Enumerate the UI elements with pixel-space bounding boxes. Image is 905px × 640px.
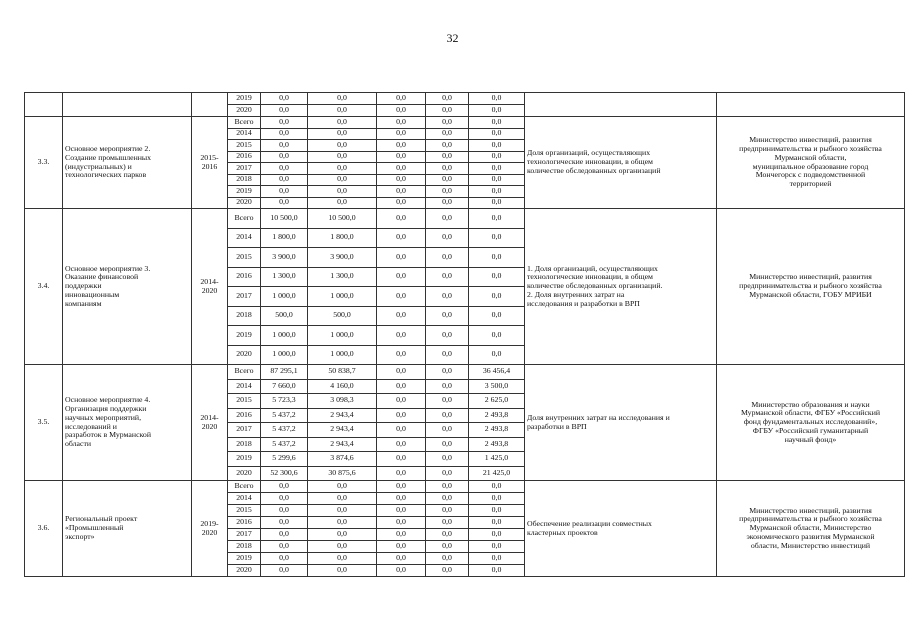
responsible-executors: Министерство образования и науки Мурманской области, ФГБУ «Российский фонд фундаментальных исследований», ФГБУ «Российский гуманитарный научный фонд» bbox=[717, 365, 905, 481]
funding-value-cell: 0,0 bbox=[426, 493, 469, 505]
table-row bbox=[25, 481, 905, 493]
funding-value-cell: 0,0 bbox=[469, 93, 525, 105]
funding-value-cell: 0,0 bbox=[469, 306, 525, 326]
funding-value-cell: 1 425,0 bbox=[469, 452, 525, 467]
funding-value-cell: 0,0 bbox=[469, 565, 525, 577]
funding-value-cell: 1 000,0 bbox=[261, 345, 308, 365]
funding-value-cell: 0,0 bbox=[377, 423, 426, 438]
activity-name: Основное мероприятие 2. Создание промышленных (индустриальных) и технологических парков bbox=[63, 117, 192, 209]
table-row bbox=[25, 209, 905, 229]
funding-value-cell: 0,0 bbox=[426, 151, 469, 163]
year-cell: 2020 bbox=[228, 466, 261, 481]
funding-value-cell: 0,0 bbox=[469, 481, 525, 493]
year-cell: Всего bbox=[228, 209, 261, 229]
responsible-executors: Министерство инвестиций, развития предпринимательства и рыбного хозяйства Мурманской области, ГОБУ МРИБИ bbox=[717, 209, 905, 365]
funding-value-cell: 0,0 bbox=[377, 481, 426, 493]
funding-value-cell: 52 300,6 bbox=[261, 466, 308, 481]
activity-number: 3.5. bbox=[25, 365, 63, 481]
funding-value-cell: 0,0 bbox=[377, 105, 426, 117]
funding-value-cell: 2 493,8 bbox=[469, 423, 525, 438]
funding-value-cell: 0,0 bbox=[261, 529, 308, 541]
funding-value-cell: 0,0 bbox=[308, 140, 377, 152]
funding-value-cell: 0,0 bbox=[308, 174, 377, 186]
funding-value-cell: 2 625,0 bbox=[469, 394, 525, 409]
funding-value-cell: 0,0 bbox=[308, 541, 377, 553]
funding-value-cell: 5 299,6 bbox=[261, 452, 308, 467]
funding-value-cell: 0,0 bbox=[261, 174, 308, 186]
year-cell: 2019 bbox=[228, 93, 261, 105]
funding-value-cell: 87 295,1 bbox=[261, 365, 308, 380]
activity-name: Региональный проект «Промышленный экспорт» bbox=[63, 481, 192, 577]
funding-value-cell: 0,0 bbox=[377, 505, 426, 517]
funding-value-cell: 0,0 bbox=[377, 93, 426, 105]
activity-number: 3.4. bbox=[25, 209, 63, 365]
target-indicator: 1. Доля организаций, осуществляющих технологические инновации, в общем количестве обследованных организаций. 2. Доля внутренних затрат на исследования и разработки в ВРП bbox=[525, 209, 717, 365]
funding-value-cell: 0,0 bbox=[308, 151, 377, 163]
responsible-executors: Министерство инвестиций, развития предпринимательства и рыбного хозяйства Мурманской области, муниципальное образование город Мончегорск с подведомственной территорией bbox=[717, 117, 905, 209]
funding-value-cell: 0,0 bbox=[308, 553, 377, 565]
funding-value-cell: 1 300,0 bbox=[261, 267, 308, 287]
funding-value-cell: 0,0 bbox=[426, 379, 469, 394]
year-cell: 2016 bbox=[228, 151, 261, 163]
funding-value-cell: 0,0 bbox=[426, 174, 469, 186]
funding-value-cell: 5 723,3 bbox=[261, 394, 308, 409]
funding-value-cell: 0,0 bbox=[469, 267, 525, 287]
funding-value-cell: 1 800,0 bbox=[308, 228, 377, 248]
funding-value-cell: 0,0 bbox=[308, 117, 377, 129]
activity-period: 2014- 2020 bbox=[192, 209, 228, 365]
funding-value-cell: 0,0 bbox=[377, 209, 426, 229]
funding-value-cell: 0,0 bbox=[426, 228, 469, 248]
funding-value-cell: 3 900,0 bbox=[308, 248, 377, 268]
funding-value-cell: 0,0 bbox=[377, 365, 426, 380]
funding-value-cell: 0,0 bbox=[426, 517, 469, 529]
year-cell: 2017 bbox=[228, 423, 261, 438]
funding-value-cell: 5 437,2 bbox=[261, 408, 308, 423]
funding-value-cell: 3 500,0 bbox=[469, 379, 525, 394]
funding-value-cell: 0,0 bbox=[426, 345, 469, 365]
funding-value-cell: 0,0 bbox=[469, 140, 525, 152]
funding-value-cell: 0,0 bbox=[469, 117, 525, 129]
funding-value-cell: 5 437,2 bbox=[261, 437, 308, 452]
funding-value-cell: 1 000,0 bbox=[261, 287, 308, 307]
funding-value-cell: 0,0 bbox=[426, 140, 469, 152]
funding-value-cell: 36 456,4 bbox=[469, 365, 525, 380]
activity-number: 3.3. bbox=[25, 117, 63, 209]
funding-value-cell: 0,0 bbox=[469, 163, 525, 175]
funding-value-cell: 0,0 bbox=[261, 505, 308, 517]
funding-value-cell: 21 425,0 bbox=[469, 466, 525, 481]
funding-value-cell: 0,0 bbox=[261, 163, 308, 175]
funding-value-cell: 0,0 bbox=[261, 565, 308, 577]
funding-value-cell: 0,0 bbox=[377, 228, 426, 248]
year-cell: 2019 bbox=[228, 186, 261, 198]
funding-value-cell: 0,0 bbox=[426, 128, 469, 140]
funding-value-cell: 0,0 bbox=[426, 186, 469, 198]
year-cell: 2020 bbox=[228, 105, 261, 117]
activity-number bbox=[25, 93, 63, 117]
target-indicator bbox=[525, 93, 717, 117]
funding-value-cell: 0,0 bbox=[261, 481, 308, 493]
funding-value-cell: 0,0 bbox=[377, 117, 426, 129]
table-row bbox=[25, 117, 905, 129]
funding-value-cell: 3 900,0 bbox=[261, 248, 308, 268]
funding-value-cell: 5 437,2 bbox=[261, 423, 308, 438]
funding-value-cell: 0,0 bbox=[377, 326, 426, 346]
funding-value-cell: 0,0 bbox=[426, 553, 469, 565]
funding-value-cell: 0,0 bbox=[308, 93, 377, 105]
funding-value-cell: 0,0 bbox=[261, 517, 308, 529]
funding-value-cell: 0,0 bbox=[469, 174, 525, 186]
funding-value-cell: 0,0 bbox=[308, 163, 377, 175]
funding-value-cell: 0,0 bbox=[377, 345, 426, 365]
year-cell: 2014 bbox=[228, 493, 261, 505]
funding-value-cell: 500,0 bbox=[308, 306, 377, 326]
funding-value-cell: 0,0 bbox=[308, 197, 377, 209]
funding-value-cell: 0,0 bbox=[469, 541, 525, 553]
funding-value-cell: 7 660,0 bbox=[261, 379, 308, 394]
funding-value-cell: 0,0 bbox=[377, 287, 426, 307]
year-cell: 2018 bbox=[228, 437, 261, 452]
activity-name bbox=[63, 93, 192, 117]
funding-value-cell: 2 943,4 bbox=[308, 408, 377, 423]
funding-value-cell: 2 943,4 bbox=[308, 437, 377, 452]
year-cell: 2016 bbox=[228, 408, 261, 423]
funding-value-cell: 0,0 bbox=[426, 197, 469, 209]
funding-value-cell: 0,0 bbox=[469, 186, 525, 198]
funding-value-cell: 0,0 bbox=[308, 186, 377, 198]
funding-value-cell: 0,0 bbox=[308, 565, 377, 577]
funding-value-cell: 1 800,0 bbox=[261, 228, 308, 248]
funding-value-cell: 0,0 bbox=[426, 505, 469, 517]
funding-value-cell: 0,0 bbox=[261, 541, 308, 553]
funding-value-cell: 0,0 bbox=[469, 505, 525, 517]
funding-value-cell: 3 098,3 bbox=[308, 394, 377, 409]
responsible-executors: Министерство инвестиций, развития предпринимательства и рыбного хозяйства Мурманской области, Министерство экономического развития Мурманской области, Министерство инвестиций bbox=[717, 481, 905, 577]
activity-number: 3.6. bbox=[25, 481, 63, 577]
funding-value-cell: 0,0 bbox=[261, 93, 308, 105]
funding-value-cell: 3 874,6 bbox=[308, 452, 377, 467]
funding-value-cell: 0,0 bbox=[377, 140, 426, 152]
funding-value-cell: 0,0 bbox=[426, 287, 469, 307]
year-cell: 2020 bbox=[228, 345, 261, 365]
funding-value-cell: 0,0 bbox=[377, 306, 426, 326]
year-cell: 2018 bbox=[228, 174, 261, 186]
funding-value-cell: 0,0 bbox=[261, 105, 308, 117]
year-cell: Всего bbox=[228, 481, 261, 493]
funding-value-cell: 10 500,0 bbox=[261, 209, 308, 229]
year-cell: 2015 bbox=[228, 394, 261, 409]
year-cell: 2018 bbox=[228, 541, 261, 553]
funding-value-cell: 0,0 bbox=[426, 529, 469, 541]
funding-value-cell: 0,0 bbox=[308, 505, 377, 517]
year-cell: Всего bbox=[228, 365, 261, 380]
funding-value-cell: 0,0 bbox=[377, 493, 426, 505]
funding-value-cell: 0,0 bbox=[426, 209, 469, 229]
funding-value-cell: 1 000,0 bbox=[261, 326, 308, 346]
activity-period: 2015- 2016 bbox=[192, 117, 228, 209]
funding-value-cell: 0,0 bbox=[377, 128, 426, 140]
funding-value-cell: 1 300,0 bbox=[308, 267, 377, 287]
funding-value-cell: 500,0 bbox=[261, 306, 308, 326]
funding-value-cell: 0,0 bbox=[261, 140, 308, 152]
funding-value-cell: 0,0 bbox=[308, 517, 377, 529]
activity-period bbox=[192, 93, 228, 117]
funding-value-cell: 0,0 bbox=[308, 493, 377, 505]
funding-value-cell: 0,0 bbox=[261, 128, 308, 140]
funding-value-cell: 0,0 bbox=[377, 174, 426, 186]
funding-value-cell: 0,0 bbox=[426, 306, 469, 326]
year-cell: 2014 bbox=[228, 228, 261, 248]
year-cell: 2014 bbox=[228, 128, 261, 140]
funding-value-cell: 0,0 bbox=[469, 493, 525, 505]
year-cell: 2020 bbox=[228, 565, 261, 577]
funding-value-cell: 0,0 bbox=[261, 493, 308, 505]
funding-value-cell: 0,0 bbox=[469, 326, 525, 346]
funding-value-cell: 0,0 bbox=[426, 452, 469, 467]
funding-value-cell: 0,0 bbox=[261, 553, 308, 565]
funding-value-cell: 0,0 bbox=[426, 93, 469, 105]
funding-value-cell: 0,0 bbox=[426, 248, 469, 268]
funding-value-cell: 0,0 bbox=[377, 541, 426, 553]
funding-value-cell: 0,0 bbox=[426, 466, 469, 481]
year-cell: 2020 bbox=[228, 197, 261, 209]
activity-name: Основное мероприятие 3. Оказание финансовой поддержки инновационным компаниям bbox=[63, 209, 192, 365]
funding-value-cell: 0,0 bbox=[377, 565, 426, 577]
target-indicator: Доля организаций, осуществляющих технологические инновации, в общем количестве обследованных организаций bbox=[525, 117, 717, 209]
year-cell: 2019 bbox=[228, 326, 261, 346]
year-cell: 2015 bbox=[228, 140, 261, 152]
funding-value-cell: 0,0 bbox=[377, 553, 426, 565]
funding-value-cell: 0,0 bbox=[469, 228, 525, 248]
funding-value-cell: 0,0 bbox=[469, 287, 525, 307]
funding-value-cell: 0,0 bbox=[261, 117, 308, 129]
target-indicator: Доля внутренних затрат на исследования и разработки в ВРП bbox=[525, 365, 717, 481]
table-row bbox=[25, 365, 905, 380]
year-cell: 2016 bbox=[228, 267, 261, 287]
funding-value-cell: 0,0 bbox=[469, 197, 525, 209]
funding-value-cell: 1 000,0 bbox=[308, 345, 377, 365]
funding-value-cell: 0,0 bbox=[426, 365, 469, 380]
funding-value-cell: 0,0 bbox=[308, 128, 377, 140]
year-cell: 2016 bbox=[228, 517, 261, 529]
activity-name: Основное мероприятие 4. Организация поддержки научных мероприятий, исследований и разработок в Мурманской области bbox=[63, 365, 192, 481]
funding-value-cell: 0,0 bbox=[426, 423, 469, 438]
funding-value-cell: 0,0 bbox=[377, 197, 426, 209]
funding-value-cell: 0,0 bbox=[308, 529, 377, 541]
table-body bbox=[25, 93, 905, 577]
funding-value-cell: 0,0 bbox=[377, 163, 426, 175]
activity-period: 2019- 2020 bbox=[192, 481, 228, 577]
funding-value-cell: 2 493,8 bbox=[469, 437, 525, 452]
funding-value-cell: 0,0 bbox=[261, 197, 308, 209]
year-cell: 2015 bbox=[228, 505, 261, 517]
year-cell: Всего bbox=[228, 117, 261, 129]
funding-value-cell: 0,0 bbox=[377, 437, 426, 452]
funding-value-cell: 0,0 bbox=[377, 379, 426, 394]
funding-value-cell: 0,0 bbox=[377, 517, 426, 529]
funding-value-cell: 50 838,7 bbox=[308, 365, 377, 380]
funding-value-cell: 0,0 bbox=[377, 452, 426, 467]
funding-value-cell: 0,0 bbox=[426, 408, 469, 423]
year-cell: 2014 bbox=[228, 379, 261, 394]
funding-value-cell: 0,0 bbox=[426, 163, 469, 175]
target-indicator: Обеспечение реализации совместных кластерных проектов bbox=[525, 481, 717, 577]
funding-value-cell: 0,0 bbox=[469, 151, 525, 163]
funding-value-cell: 0,0 bbox=[426, 105, 469, 117]
year-cell: 2019 bbox=[228, 452, 261, 467]
funding-value-cell: 0,0 bbox=[377, 267, 426, 287]
table-row bbox=[25, 93, 905, 105]
funding-value-cell: 0,0 bbox=[377, 248, 426, 268]
funding-value-cell: 0,0 bbox=[426, 437, 469, 452]
funding-value-cell: 0,0 bbox=[308, 481, 377, 493]
year-cell: 2019 bbox=[228, 553, 261, 565]
funding-value-cell: 0,0 bbox=[469, 517, 525, 529]
funding-value-cell: 10 500,0 bbox=[308, 209, 377, 229]
funding-value-cell: 0,0 bbox=[426, 481, 469, 493]
funding-value-cell: 0,0 bbox=[469, 105, 525, 117]
funding-value-cell: 0,0 bbox=[261, 186, 308, 198]
funding-value-cell: 0,0 bbox=[377, 394, 426, 409]
funding-value-cell: 2 493,8 bbox=[469, 408, 525, 423]
year-cell: 2015 bbox=[228, 248, 261, 268]
funding-value-cell: 4 160,0 bbox=[308, 379, 377, 394]
funding-value-cell: 30 875,6 bbox=[308, 466, 377, 481]
funding-value-cell: 1 000,0 bbox=[308, 287, 377, 307]
funding-value-cell: 0,0 bbox=[377, 466, 426, 481]
funding-value-cell: 0,0 bbox=[469, 128, 525, 140]
funding-value-cell: 0,0 bbox=[377, 408, 426, 423]
funding-value-cell: 0,0 bbox=[426, 326, 469, 346]
funding-value-cell: 0,0 bbox=[469, 209, 525, 229]
funding-value-cell: 2 943,4 bbox=[308, 423, 377, 438]
funding-value-cell: 0,0 bbox=[469, 529, 525, 541]
year-cell: 2017 bbox=[228, 163, 261, 175]
activity-period: 2014- 2020 bbox=[192, 365, 228, 481]
funding-value-cell: 0,0 bbox=[377, 151, 426, 163]
funding-value-cell: 0,0 bbox=[377, 186, 426, 198]
funding-value-cell: 0,0 bbox=[377, 529, 426, 541]
funding-value-cell: 0,0 bbox=[426, 267, 469, 287]
funding-value-cell: 0,0 bbox=[308, 105, 377, 117]
funding-value-cell: 0,0 bbox=[426, 541, 469, 553]
responsible-executors bbox=[717, 93, 905, 117]
funding-value-cell: 0,0 bbox=[261, 151, 308, 163]
funding-value-cell: 0,0 bbox=[469, 553, 525, 565]
funding-value-cell: 0,0 bbox=[426, 394, 469, 409]
year-cell: 2017 bbox=[228, 529, 261, 541]
funding-value-cell: 0,0 bbox=[426, 117, 469, 129]
funding-value-cell: 0,0 bbox=[469, 345, 525, 365]
program-activities-table bbox=[24, 92, 905, 577]
funding-value-cell: 0,0 bbox=[469, 248, 525, 268]
year-cell: 2018 bbox=[228, 306, 261, 326]
funding-value-cell: 0,0 bbox=[426, 565, 469, 577]
year-cell: 2017 bbox=[228, 287, 261, 307]
page-number: 32 bbox=[446, 31, 459, 45]
funding-value-cell: 1 000,0 bbox=[308, 326, 377, 346]
